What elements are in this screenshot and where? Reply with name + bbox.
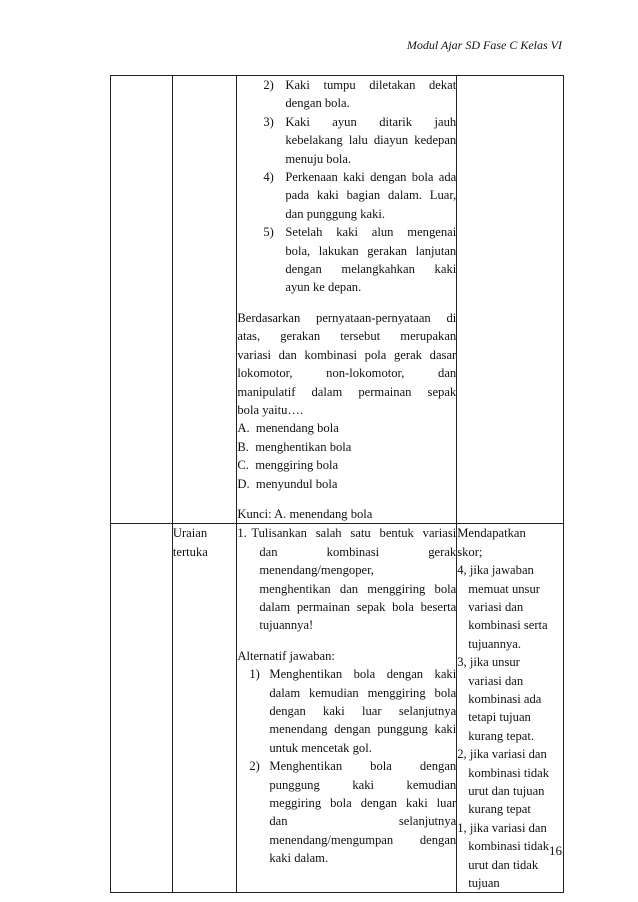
text-line: tujuan [468,876,500,891]
scoring-rule [457,745,563,819]
item-text [285,223,456,297]
text-line: menghentikan dan menggiring bola [259,581,457,596]
text-line: kurang tepat. [468,728,534,743]
option-list [237,419,456,493]
text-line: untuk mencetak gol. [269,740,372,755]
step-list [237,76,456,297]
text-line: kebelakang lalu diayun kedepan [285,133,457,148]
empty-cell [111,76,173,524]
question-cell [237,76,457,524]
text-line: Uraian [172,526,208,541]
score-value: 2, [457,747,467,762]
table-row [111,524,564,893]
item-number: 5) [263,225,274,240]
text-line: kombinasi tidak [468,839,550,854]
text-line: bola yaitu…. [237,402,304,417]
text-line: urut dan tidak [468,857,539,872]
step-item [263,223,456,297]
score-line [457,561,563,579]
empty-cell [111,524,173,893]
table-row [111,76,564,524]
item-number: 4) [263,170,274,185]
text-line: variasi dan [468,599,524,614]
text-line: variasi dan [468,673,524,688]
step-item [263,168,456,223]
essay-question [237,524,456,634]
scoring-cell [457,524,564,893]
text-line: menendang/mengumpan dengan [269,832,457,847]
alternative-label: Alternatif jawaban: [237,648,335,663]
item-text [269,757,456,867]
text-line: dan kombinasi gerak [259,544,457,559]
item-number: 3) [263,114,274,129]
answer-key: Kunci: A. menendang bola [237,506,373,521]
scoring-rule [457,653,563,745]
item-number: 2) [249,759,260,774]
empty-cell [172,76,236,524]
text-line: dalam kemudian menggiring bola [269,685,457,700]
text-line: dengan kaki luar selanjutnya [269,704,457,718]
answer-option: B. menghentikan bola [237,439,352,454]
text-line: Menghentikan bola dengan [269,759,457,774]
answer-list [237,665,456,867]
text-line: kombinasi serta [468,618,548,633]
text-line: urut dan tujuan [468,784,545,799]
text-line: dalam permainan sepak bola beserta [259,599,457,614]
text-line: tujuannya. [468,636,522,651]
text-line: jika unsur [466,655,520,670]
question-type-cell [172,524,236,893]
text-line: atas, gerakan tersebut merupakan [237,329,457,344]
score-line [457,819,563,837]
text-line: Kaki ayun ditarik jauh [285,114,457,129]
text-line: dan punggung kaki. [285,206,386,221]
answer-item [249,665,456,757]
step-item [263,113,456,168]
item-text [285,113,456,168]
text-line: kombinasi ada [468,692,542,706]
text-line: meggiring bola dengan kaki luar [269,796,457,811]
answer-option: A. menendang bola [237,421,339,436]
answer-option: C. menggiring bola [237,458,339,473]
text-line: menendang dengan punggung kaki [269,722,457,737]
text-line: dengan melangkahkan kaki [285,262,457,277]
text-line: tetapi tujuan [468,710,531,725]
step-item [263,76,456,113]
answer-item [249,757,456,867]
text-line: kurang tepat [468,802,531,817]
text-line: ayun ke depan. [285,280,362,295]
text-line: tertuka [172,544,208,559]
text-line: variasi dan kombinasi pola gerak dasar [237,347,457,362]
item-text [285,168,456,223]
score-value: 3, [457,655,467,670]
text-line: pada kaki bagian dalam. Luar, [285,188,457,203]
text-line: jika variasi dan [466,820,547,835]
scoring-rule [457,819,563,893]
score-line [457,653,563,671]
text-line: dengan bola. [285,96,350,111]
text-line: punggung kaki kemudian [269,777,457,792]
text-line: jika jawaban [466,563,534,578]
scoring-rule [457,561,563,653]
question-number: 1. [237,526,247,541]
assessment-table [110,75,564,893]
answer-option: D. menyundul bola [237,476,338,491]
text-line: memuat unsur [468,581,540,596]
score-value: 1, [457,820,467,835]
empty-cell [457,76,564,524]
text-line: Perkenaan kaki dengan bola ada [285,170,457,185]
item-text [269,665,456,757]
text-line: Menghentikan bola dengan kaki [269,667,457,682]
text-line: Mendapatkan [457,526,526,541]
text-line: kombinasi tidak [468,765,550,780]
page-number: 16 [549,843,562,858]
text-line: Setelah kaki alun mengenai [285,225,457,240]
page-header: Modul Ajar SD Fase C Kelas VI [406,38,562,52]
score-line [457,745,563,763]
item-text [285,76,456,113]
item-number: 2) [263,78,274,92]
text-line: menuju bola. [285,151,352,166]
question-text [237,309,456,419]
text-line: dan selanjutnya [269,814,457,829]
text-line: manipulatif dalam permainan sepak [237,384,457,399]
text-line: bola, lakukan gerakan lanjutan [285,243,457,258]
text-line: lokomotor, non-lokomotor, dan [237,366,457,381]
item-number: 1) [249,667,260,682]
text-line: Kaki tumpu diletakan dekat [285,78,457,92]
text-line: Berdasarkan pernyataan-pernyataan di [237,310,457,325]
text-line: Tulisankan salah satu bentuk variasi [251,526,457,541]
question-text [251,524,456,634]
score-value: 4, [457,563,467,578]
text-line: skor; [457,544,483,559]
text-line: kaki dalam. [269,851,329,866]
text-line: tujuannya! [259,618,314,633]
question-cell [237,524,457,893]
text-line: menendang/mengoper, [259,563,374,578]
text-line: jika variasi dan [466,747,547,762]
